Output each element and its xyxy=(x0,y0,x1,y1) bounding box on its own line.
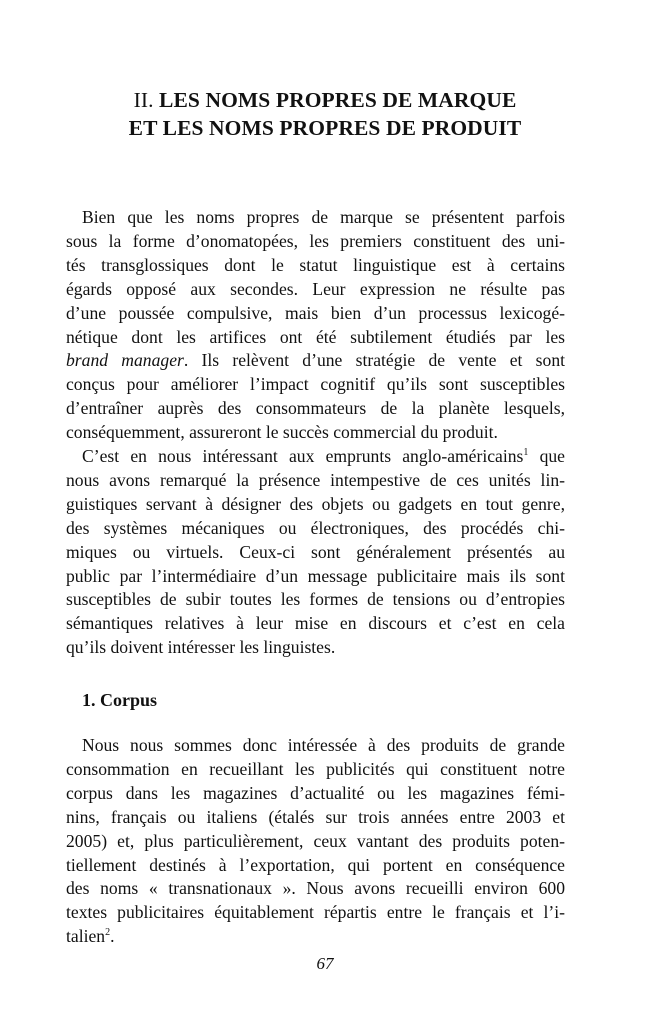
text-line: Bien que les noms propres de marque se présentent parfois xyxy=(82,207,565,227)
text-line: tés transglossiques dont le statut linguistique est à certains xyxy=(66,254,565,275)
line-tail: . xyxy=(110,926,115,947)
section-title-text-1: LES NOMS PROPRES DE MARQUE xyxy=(159,88,517,112)
text-line: sous la forme d’onomatopées, les premiers constituent des uni- xyxy=(66,230,565,251)
paragraph-3 xyxy=(66,734,565,949)
text-line: Nous nous sommes donc intéressée à des produits de grande xyxy=(82,735,565,755)
text-line: 2005) et, plus particulièrement, ceux vantant des produits poten- xyxy=(66,830,565,851)
text-line: des noms « transnationaux ». Nous avons recueilli environ 600 xyxy=(66,878,565,899)
text-line: talien$^2$. xyxy=(66,926,115,947)
text-line: nous avons remarqué la présence intempestive de ces unités lin- xyxy=(66,469,565,490)
line-tail: que xyxy=(528,446,565,466)
text-line: C’est en nous intéressant aux emprunts anglo-américains$^1$ que xyxy=(82,446,565,466)
text-line: conséquemment, assureront le succès commercial du produit. xyxy=(66,422,498,443)
page-number: 67 xyxy=(316,954,334,973)
section-title xyxy=(0,86,650,142)
text-line: des systèmes mécaniques ou électroniques, des procédés chi- xyxy=(66,517,565,538)
text-line: textes publicitaires équitablement répartis entre le français et l’i- xyxy=(66,902,565,923)
text-line: nétique dont les artifices ont été subtilement étudiés par les xyxy=(66,326,565,347)
text-line: corpus dans les magazines d’actualité ou les magazines fémi- xyxy=(66,782,565,803)
footnote-marker[interactable]: 1 xyxy=(523,447,529,459)
text-line: susceptibles de subir toutes les formes de tensions ou d’entropies xyxy=(66,589,565,610)
footnote-marker[interactable]: 2 xyxy=(105,927,111,939)
text-line: nins, français ou italiens (étalés sur trois années entre 2003 et xyxy=(66,806,565,827)
text-line: public par l’intermédiaire d’un message publicitaire mais ils sont xyxy=(66,565,565,586)
italic-term: brand manager xyxy=(66,350,184,371)
text-line: miques ou virtuels. Ceux-ci sont généralement présentés au xyxy=(66,541,565,562)
text-line: tiellement destinés à l’exportation, qui portent en conséquence xyxy=(66,854,565,875)
text-line: sémantiques relatives à leur mise en discours et c’est en cela xyxy=(66,613,565,634)
text-line: d’entraîner auprès des consommateurs de la planète lesquels, xyxy=(66,398,565,419)
section-title-line-2: ET LES NOMS PROPRES DE PRODUIT xyxy=(128,116,522,140)
paragraph-1 xyxy=(66,206,565,445)
section-title-line-1 xyxy=(0,86,650,114)
text-line: qu’ils doivent intéresser les linguistes. xyxy=(66,637,336,658)
text-line: conçus pour améliorer l’impact cognitif qu’ils sont susceptibles xyxy=(66,374,565,395)
paragraph-2 xyxy=(66,445,565,660)
text-line: d’une poussée compulsive, mais bien d’un processus lexicogé- xyxy=(66,302,565,323)
text-line: égards opposé aux secondes. Leur expression ne résulte pas xyxy=(66,278,565,299)
text-line: brand manager. Ils relèvent d’une stratégie de vente et sont xyxy=(66,350,566,371)
text-line: guistiques servant à désigner des objets ou gadgets en tout genre, xyxy=(66,493,565,514)
text-line: consommation en recueillant les publicités qui constituent notre xyxy=(66,758,565,779)
subsection-heading: 1. Corpus xyxy=(82,690,158,710)
section-number: II. xyxy=(133,88,154,112)
